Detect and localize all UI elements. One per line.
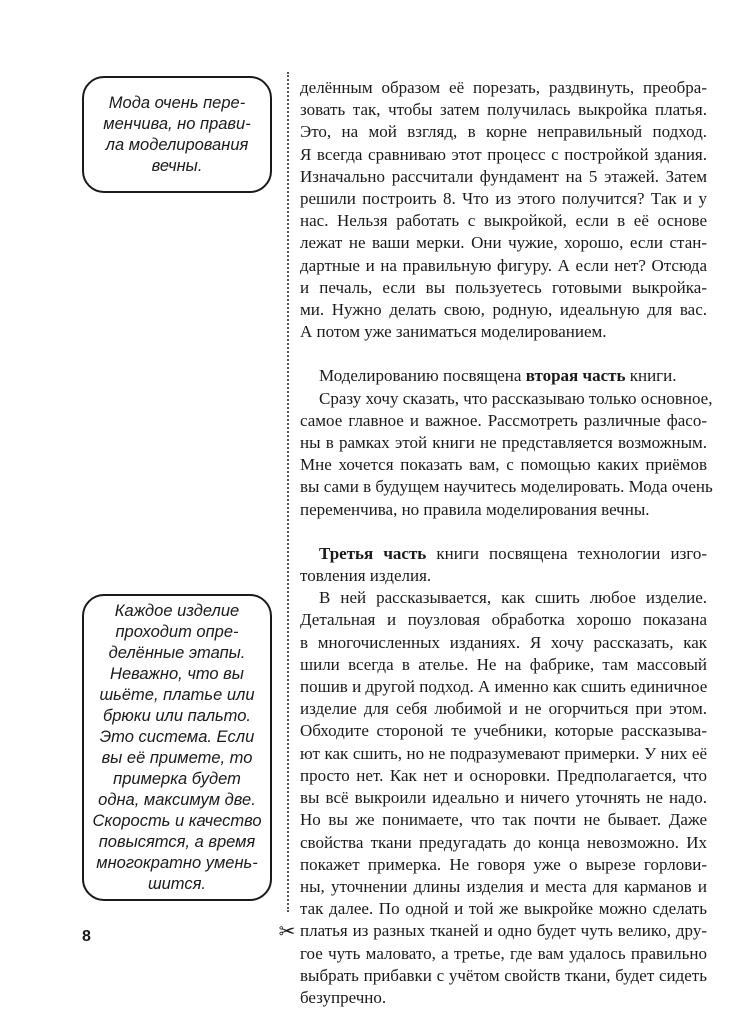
sidebar-quote-text: Мода очень пере- менчива, но прави- ла моделирования вечны. [103, 93, 251, 175]
paragraph: делённым образом её порезать, раздвинуть, преобра- зовать так, чтобы затем получилась выкройка платья. Это, на мой взгляд, в корне неправильный подход. Я всегда сравниваю этот процесс с постройкой здания. Изначально рассчитали фундамент на 5 этажей. Затем решили построить 8. Что из этого получится? Так и у нас. Нельзя работать с выкройкой, если в её основе лежат не ваши мерки. Они чужие, хорошо, если стан- дартные и на правильную фигуру. А если нет? Отсюда и печаль, если вы пользуетесь готовыми выкройка- ми. Нужно делать свою, родную, идеальную для вас. А потом уже заниматься моделированием. [300, 78, 707, 342]
sidebar-note-box [82, 594, 272, 901]
bold-phrase: Третья часть [319, 543, 427, 563]
sidebar-quote-box [82, 76, 272, 193]
dotted-divider [287, 72, 289, 912]
scissors-icon: ✂ [278, 919, 296, 943]
paragraph: Моделированию посвящена вторая часть книги. [319, 366, 677, 386]
sidebar-note-text: Каждое изделие проходит опре- делённые этапы. Неважно, что вы шьёте, платье или брюки или пальто. Это система. Если вы её примете, то примерка будет одна, максимум две. Скорость и качество повысятся, а время многократно умень- шится. [92, 601, 262, 893]
body-text [300, 77, 713, 1009]
paragraph: Сразу хочу сказать, что рассказываю только основное, самое главное и важное. Рассмотреть различные фасо- ны в рамках этой книги не представляется возможным. Мне хочется показать вам, с помощью каких приёмов вы сами в будущем научитесь моделировать. Мода очень переменчива, но правила моделирования вечны. [300, 388, 713, 519]
paragraph: Третья часть книги посвящена технологии изго- товления изделия. [300, 543, 708, 586]
bold-phrase: вторая часть [525, 366, 626, 386]
page-number: 8 [82, 928, 91, 945]
paragraph: В ней рассказывается, как сшить любое изделие. Детальная и поузловая обработка хорошо показана в многочисленных изданиях. Я хочу рассказать, как шили всегда в ателье. Не на фабрике, там массовый пошив и другой подход. А именно как сшить единичное изделие для себя любимой и не огорчиться при этом. Обходите стороной те учебники, которые рассказыва- ют как сшить, но не подразумевают примерки. У них её просто нет. Как нет и осноровки. Предполагается, что вы всё выкроили идеально и ничего уточнять не надо. Но вы же понимаете, что так почти не бывает. Даже свойства ткани предугадать до конца невозможно. Их покажет примерка. Не говоря уже о вырезе горлови- ны, уточнении длины изделия и места для карманов и так далее. По одной и той же выкройке можно сделать платья из разных тканей и одно будет чуть велико, дру- гое чуть маловато, а третье, где вам удалось правильно выбрать прибавки с учётом свойств ткани, будет сидеть безупречно. [300, 588, 708, 1007]
